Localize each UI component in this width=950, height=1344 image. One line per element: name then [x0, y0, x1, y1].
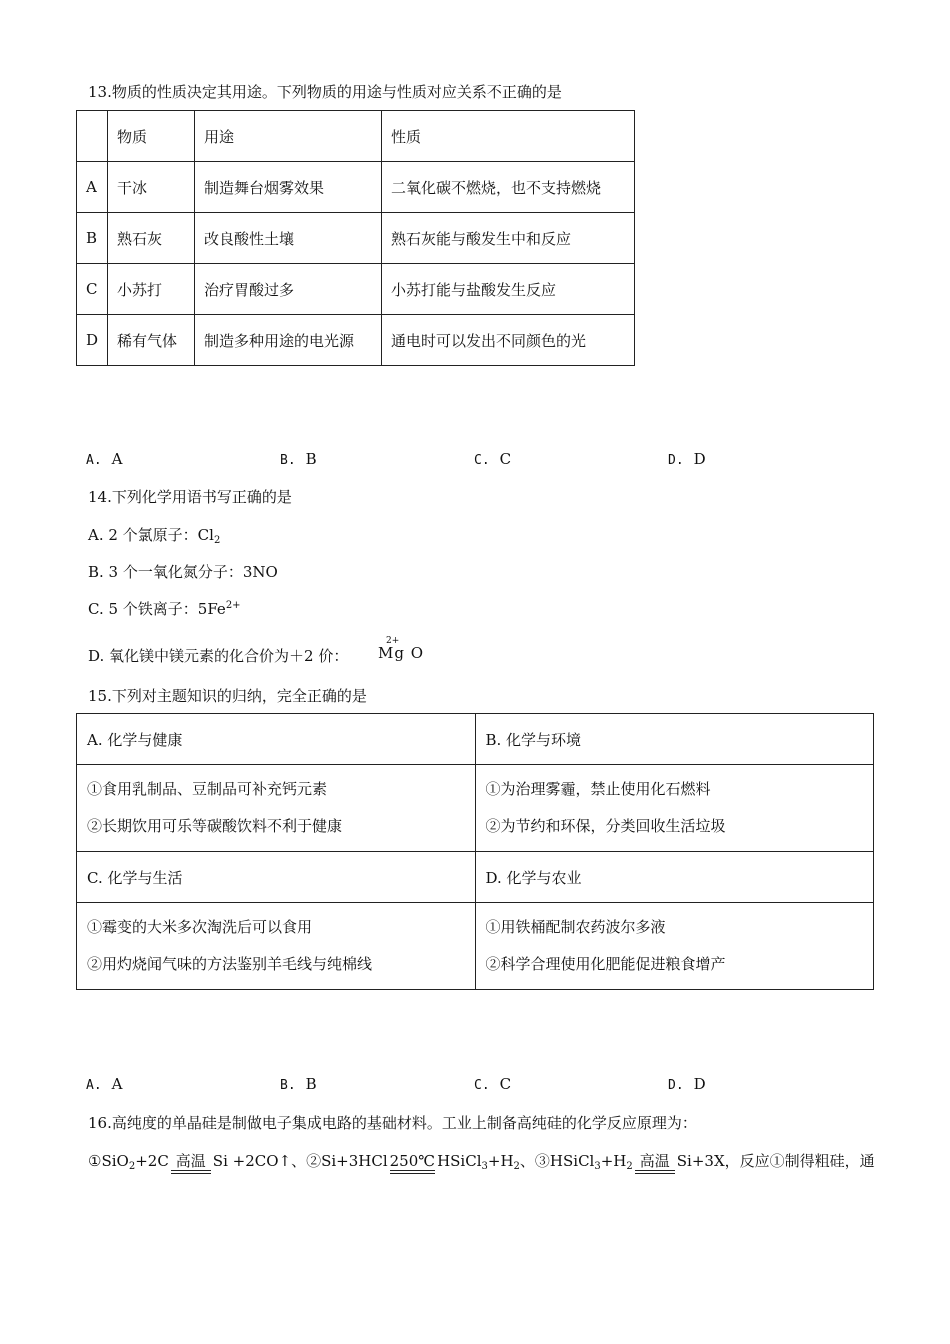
- q15-d-title: D. 化学与农业: [475, 852, 874, 903]
- table-cell: 改良酸性土壤: [195, 213, 382, 264]
- table-header-use: 用途: [195, 111, 382, 162]
- table-cell: 治疗胃酸过多: [195, 264, 382, 315]
- table-row: [77, 264, 635, 315]
- table-cell: 熟石灰: [108, 213, 195, 264]
- q14-option-b[interactable]: B. 3 个一氧化氮分子：3NO: [88, 563, 278, 581]
- table-header-substance: 物质: [108, 111, 195, 162]
- reaction-condition: 高温: [169, 1154, 213, 1179]
- table-header-property: 性质: [382, 111, 635, 162]
- q13-option-a[interactable]: A. A: [86, 450, 123, 468]
- table-row: [77, 162, 635, 213]
- q13-option-b[interactable]: B. B: [280, 450, 317, 468]
- q15-table: [76, 713, 874, 990]
- table-cell: C: [77, 264, 108, 315]
- table-cell: D: [77, 315, 108, 366]
- table-row: [77, 714, 874, 765]
- q13-stem: 13.物质的性质决定其用途。下列物质的用途与性质对应关系不正确的是: [88, 83, 562, 101]
- q15-a-title: A. 化学与健康: [77, 714, 476, 765]
- equals-sign: [635, 1170, 675, 1174]
- equals-sign: [390, 1170, 435, 1174]
- q13-table: [76, 110, 635, 366]
- q14-stem: 14.下列化学用语书写正确的是: [88, 488, 292, 506]
- table-row: [77, 213, 635, 264]
- table-cell: 熟石灰能与酸发生中和反应: [382, 213, 635, 264]
- table-cell: A: [77, 162, 108, 213]
- q15-c-title: C. 化学与生活: [77, 852, 476, 903]
- q15-a-body: ①食用乳制品、豆制品可补充钙元素 ②长期饮用可乐等碳酸饮料不利于健康: [77, 765, 476, 852]
- q13-option-c[interactable]: C. C: [474, 450, 512, 468]
- q16-reactions: ①SiO$_2$+2C 高温 Si +2CO↑、②Si+3HCl 250℃ $HSiCl_3+H_2$、$③HSiCl_3+H_2$ 高温 Si+3X，反应①制得粗硅，通: [88, 1150, 875, 1179]
- q15-d-body: ①用铁桶配制农药波尔多液 ②科学合理使用化肥能促进粮食增产: [475, 903, 874, 990]
- q13-option-d[interactable]: D. D: [668, 450, 706, 468]
- q15-option-a[interactable]: A. A: [86, 1075, 123, 1093]
- q15-option-b[interactable]: B. B: [280, 1075, 317, 1093]
- table-cell: 小苏打能与盐酸发生反应: [382, 264, 635, 315]
- table-cell: 二氧化碳不燃烧，也不支持燃烧: [382, 162, 635, 213]
- table-row: [77, 903, 874, 990]
- q14-option-a[interactable]: A. 2 个氯原子：$Cl_2$: [88, 526, 221, 546]
- q14-option-c[interactable]: C. 5 个铁离子：$5Fe^{2+}$: [88, 600, 241, 618]
- valence-formula: 2+ Mg O: [378, 636, 425, 662]
- table-cell: B: [77, 213, 108, 264]
- q15-b-body: ①为治理雾霾，禁止使用化石燃料 ②为节约和环保，分类回收生活垃圾: [475, 765, 874, 852]
- table-row: [77, 315, 635, 366]
- q15-option-c[interactable]: C. C: [474, 1075, 512, 1093]
- table-cell: 通电时可以发出不同颜色的光: [382, 315, 635, 366]
- q15-stem: 15.下列对主题知识的归纳，完全正确的是: [88, 687, 367, 705]
- table-cell: 制造多种用途的电光源: [195, 315, 382, 366]
- q14-option-d[interactable]: D. 氧化镁中镁元素的化合价为＋2 价：: [88, 647, 349, 665]
- q16-stem: 16.高纯度的单晶硅是制做电子集成电路的基础材料。工业上制备高纯硅的化学反应原理为：: [88, 1114, 697, 1132]
- reaction-condition: 250℃: [388, 1154, 437, 1179]
- table-cell: 稀有气体: [108, 315, 195, 366]
- table-row: [77, 852, 874, 903]
- reaction-condition: 高温: [633, 1154, 677, 1179]
- table-row: [77, 765, 874, 852]
- q15-b-title: B. 化学与环境: [475, 714, 874, 765]
- table-cell: 小苏打: [108, 264, 195, 315]
- q15-c-body: ①霉变的大米多次淘洗后可以食用 ②用灼烧闻气味的方法鉴别羊毛线与纯棉线: [77, 903, 476, 990]
- table-cell: 干冰: [108, 162, 195, 213]
- table-cell: [77, 111, 108, 162]
- table-row: [77, 111, 635, 162]
- table-cell: 制造舞台烟雾效果: [195, 162, 382, 213]
- q15-option-d[interactable]: D. D: [668, 1075, 706, 1093]
- equals-sign: [171, 1170, 211, 1174]
